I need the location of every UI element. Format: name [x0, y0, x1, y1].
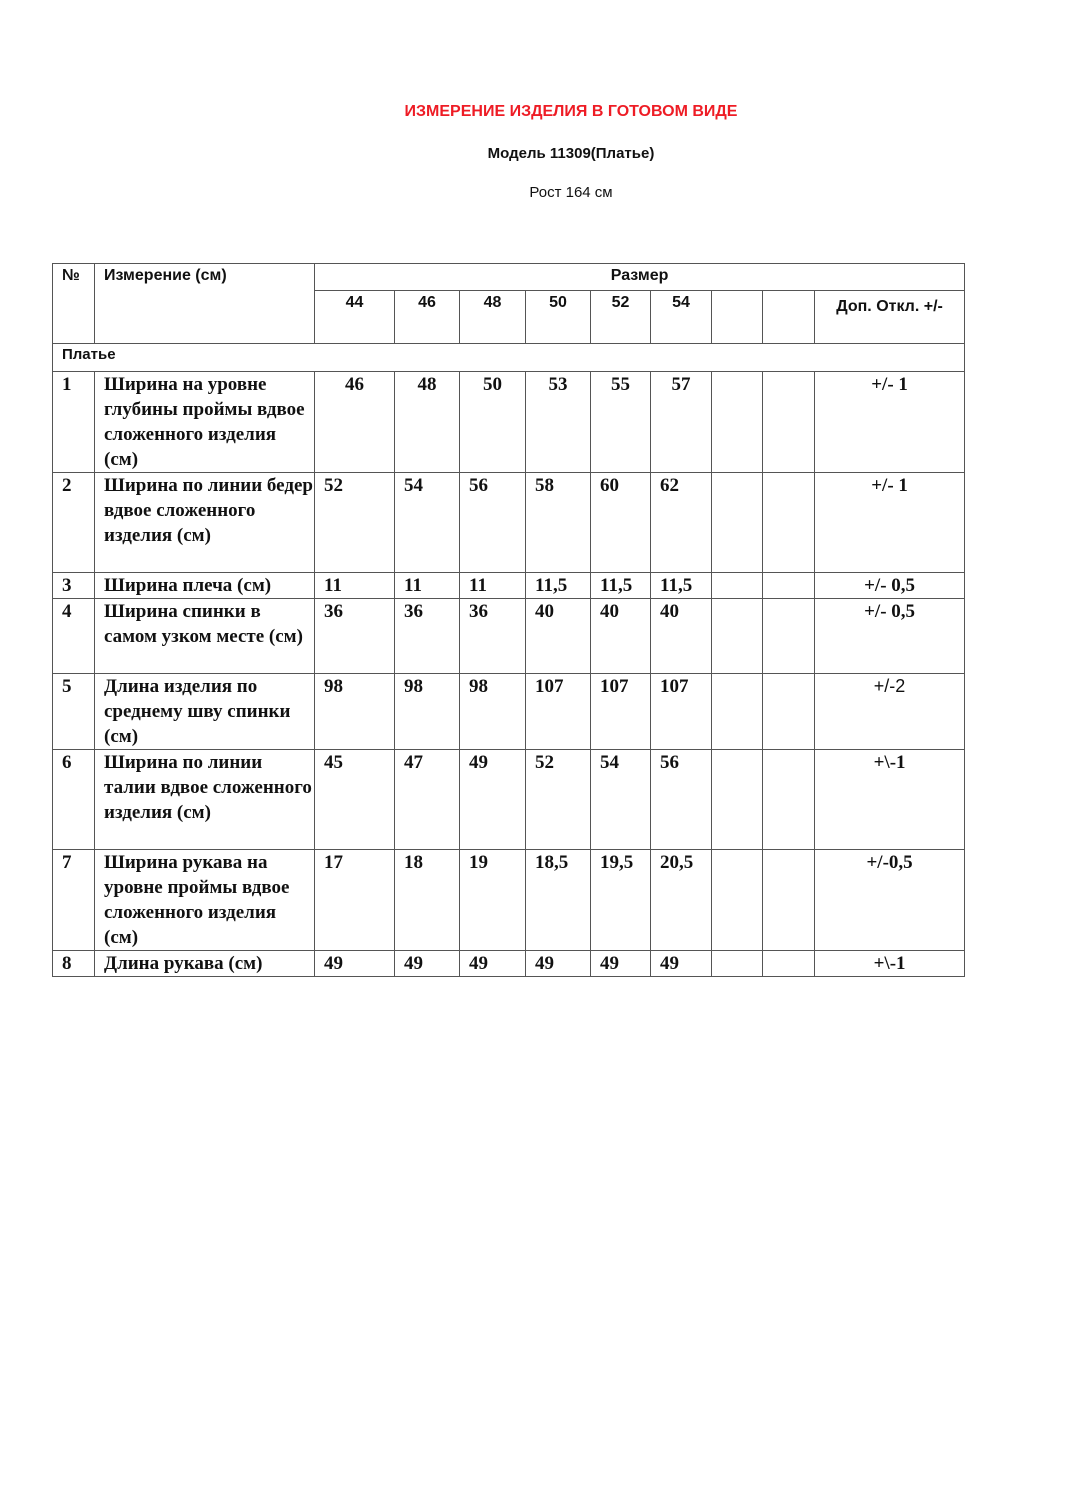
size-value: 52: [526, 750, 591, 850]
header-row: [53, 264, 965, 291]
size-value-empty: [712, 750, 763, 850]
size-value: 49: [395, 951, 460, 977]
size-value-empty: [712, 573, 763, 599]
size-value: 50: [460, 372, 526, 473]
size-value: 107: [526, 674, 591, 750]
row-number: 3: [53, 573, 95, 599]
size-value: 11: [315, 573, 395, 599]
size-value-empty: [763, 850, 815, 951]
tolerance-value: +/-0,5: [815, 850, 965, 951]
tolerance-value: +/-2: [815, 674, 965, 750]
size-value-empty: [712, 951, 763, 977]
size-value: 57: [651, 372, 712, 473]
table-row: [53, 473, 965, 573]
header-tolerance: Доп. Откл. +/-: [815, 291, 965, 344]
size-value: 20,5: [651, 850, 712, 951]
size-value: 47: [395, 750, 460, 850]
header-measurement: Измерение (см): [95, 264, 315, 344]
size-value: 98: [395, 674, 460, 750]
header-number: №: [53, 264, 95, 344]
row-number: 5: [53, 674, 95, 750]
row-number: 7: [53, 850, 95, 951]
size-value: 49: [460, 750, 526, 850]
section-label: Платье: [53, 344, 965, 372]
header-size: 48: [460, 291, 526, 344]
size-value: 11: [460, 573, 526, 599]
tolerance-value: +\-1: [815, 750, 965, 850]
size-value: 49: [460, 951, 526, 977]
size-value: 19: [460, 850, 526, 951]
size-value: 19,5: [591, 850, 651, 951]
table-row: [53, 573, 965, 599]
size-value-empty: [763, 573, 815, 599]
row-number: 4: [53, 599, 95, 674]
tolerance-value: +/- 0,5: [815, 573, 965, 599]
table-row: [53, 750, 965, 850]
header-size: 52: [591, 291, 651, 344]
size-value: 107: [591, 674, 651, 750]
header-size-group: Размер: [315, 264, 965, 291]
row-number: 8: [53, 951, 95, 977]
tolerance-value: +/- 1: [815, 473, 965, 573]
size-value-empty: [712, 372, 763, 473]
size-value-empty: [712, 599, 763, 674]
measurement-name: Ширина по линии бедер вдвое сложенного изделия (см): [95, 473, 315, 573]
measurement-name: Ширина плеча (см): [95, 573, 315, 599]
size-value: 98: [460, 674, 526, 750]
size-value: 49: [591, 951, 651, 977]
table-row: [53, 951, 965, 977]
size-value: 62: [651, 473, 712, 573]
size-value: 36: [460, 599, 526, 674]
size-value-empty: [712, 674, 763, 750]
size-value: 11,5: [526, 573, 591, 599]
header-size: 44: [315, 291, 395, 344]
header-size-empty: [763, 291, 815, 344]
row-number: 1: [53, 372, 95, 473]
size-value: 46: [315, 372, 395, 473]
header-size: 50: [526, 291, 591, 344]
measurement-name: Ширина рукава на уровне проймы вдвое сложенного изделия (см): [95, 850, 315, 951]
size-value-empty: [712, 473, 763, 573]
table-row: [53, 372, 965, 473]
size-value: 11,5: [651, 573, 712, 599]
model-name: Модель 11309(Платье): [487, 145, 655, 162]
size-value-empty: [763, 951, 815, 977]
size-value: 53: [526, 372, 591, 473]
size-value: 17: [315, 850, 395, 951]
size-value: 18: [395, 850, 460, 951]
size-value: 40: [591, 599, 651, 674]
size-value-empty: [712, 850, 763, 951]
size-value: 48: [395, 372, 460, 473]
size-value: 56: [460, 473, 526, 573]
size-value: 49: [526, 951, 591, 977]
table-row: [53, 850, 965, 951]
size-value-empty: [763, 599, 815, 674]
size-value: 36: [395, 599, 460, 674]
tolerance-value: +/- 1: [815, 372, 965, 473]
size-value: 11,5: [591, 573, 651, 599]
measurement-name: Ширина спинки в самом узком месте (см): [95, 599, 315, 674]
tolerance-value: +/- 0,5: [815, 599, 965, 674]
section-row: [53, 344, 965, 372]
header-size-empty: [712, 291, 763, 344]
size-value: 52: [315, 473, 395, 573]
size-value: 98: [315, 674, 395, 750]
size-value: 54: [591, 750, 651, 850]
row-number: 6: [53, 750, 95, 850]
size-value: 58: [526, 473, 591, 573]
size-value: 36: [315, 599, 395, 674]
row-number: 2: [53, 473, 95, 573]
table-row: [53, 674, 965, 750]
measurement-table: [52, 263, 965, 977]
size-value: 18,5: [526, 850, 591, 951]
size-value: 60: [591, 473, 651, 573]
tolerance-value: +\-1: [815, 951, 965, 977]
size-value: 40: [526, 599, 591, 674]
header-size: 54: [651, 291, 712, 344]
size-value: 11: [395, 573, 460, 599]
height-label: Рост 164 см: [529, 184, 613, 201]
measurement-name: Длина рукава (см): [95, 951, 315, 977]
measurement-name: Длина изделия по среднему шву спинки (см): [95, 674, 315, 750]
size-value: 49: [315, 951, 395, 977]
size-value: 55: [591, 372, 651, 473]
measurement-name: Ширина по линии талии вдвое сложенного изделия (см): [95, 750, 315, 850]
document-title: ИЗМЕРЕНИЕ ИЗДЕЛИЯ В ГОТОВОМ ВИДЕ: [404, 103, 738, 120]
table-row: [53, 599, 965, 674]
size-value: 45: [315, 750, 395, 850]
header-size: 46: [395, 291, 460, 344]
measurement-name: Ширина на уровне глубины проймы вдвое сложенного изделия (см): [95, 372, 315, 473]
size-value-empty: [763, 750, 815, 850]
size-value: 54: [395, 473, 460, 573]
size-value-empty: [763, 372, 815, 473]
size-value: 40: [651, 599, 712, 674]
size-value-empty: [763, 473, 815, 573]
size-value: 107: [651, 674, 712, 750]
size-value: 56: [651, 750, 712, 850]
size-value-empty: [763, 674, 815, 750]
size-value: 49: [651, 951, 712, 977]
